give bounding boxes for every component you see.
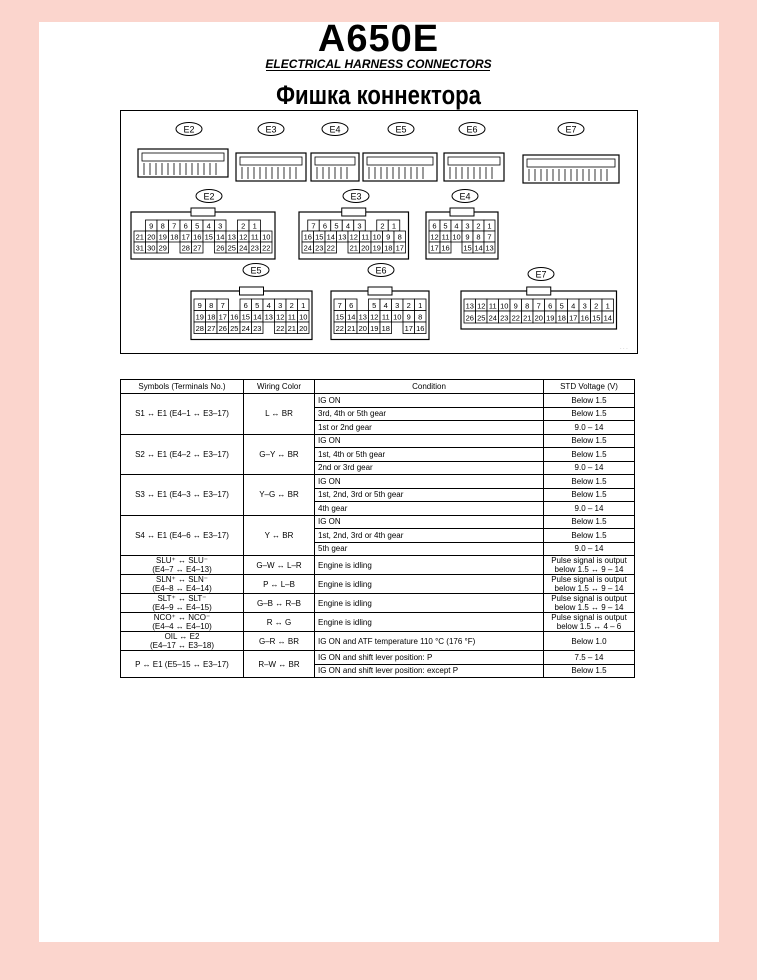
voltage-cell: Below 1.5 xyxy=(544,475,635,489)
condition-cell: IG ON and ATF temperature 110 °C (176 °F) xyxy=(315,632,544,651)
pin-number: 25 xyxy=(230,324,239,333)
pin-number: 18 xyxy=(207,312,216,322)
pin-number: 3 xyxy=(218,221,223,231)
diagram-corner-mark: · · · xyxy=(620,346,628,352)
connector-label: E4 xyxy=(459,191,471,202)
connector-label: E6 xyxy=(375,265,387,276)
pin-number: 1 xyxy=(487,221,492,231)
voltage-cell: Below 1.5 xyxy=(544,448,635,462)
pin-number: 2 xyxy=(476,221,481,231)
connector-diagram-svg xyxy=(121,111,639,355)
pin-number: 6 xyxy=(183,221,188,231)
pin-number: 11 xyxy=(361,232,370,242)
pin-number: 14 xyxy=(326,232,335,242)
pin-number: 20 xyxy=(299,324,308,333)
pin-number: 19 xyxy=(158,232,167,242)
voltage-cell: Below 1.5 xyxy=(544,434,635,448)
pin-number: 24 xyxy=(303,243,312,253)
condition-cell: IG ON xyxy=(315,434,544,448)
russian-heading: Фишка коннектора xyxy=(276,80,481,110)
symbol-cell: P ↔ E1 (E5–15 ↔ E3–17) xyxy=(121,651,244,678)
table-row xyxy=(121,613,635,632)
pin-number: 3 xyxy=(582,301,587,311)
pin-number: 14 xyxy=(216,232,225,242)
table-row xyxy=(121,575,635,594)
pin-number: 5 xyxy=(372,301,377,310)
pin-number: 1 xyxy=(301,301,306,310)
voltage-cell: Pulse signal is output below 1.5 ↔ 9 – 14 xyxy=(544,594,635,613)
voltage-cell: 9.0 – 14 xyxy=(544,542,635,556)
condition-cell: IG ON and shift lever position: except P xyxy=(315,664,544,678)
condition-cell: Engine is idling xyxy=(315,575,544,594)
pin-number: 16 xyxy=(441,243,450,253)
pin-number: 28 xyxy=(195,324,204,333)
pin-number: 1 xyxy=(605,301,610,311)
symbol-cell: S4 ↔ E1 (E4–6 ↔ E3–17) xyxy=(121,515,244,556)
pin-number: 4 xyxy=(383,301,388,310)
condition-cell: 1st, 2nd, 3rd or 4th gear xyxy=(315,529,544,543)
voltage-cell: Below 1.5 xyxy=(544,407,635,421)
pin-number: 6 xyxy=(432,221,437,231)
wiring-cell: G–B ↔ R–B xyxy=(244,594,315,613)
pin-number: 5 xyxy=(443,221,448,231)
pin-number: 12 xyxy=(370,312,379,322)
wiring-cell: P ↔ L–B xyxy=(244,575,315,594)
wiring-cell: R–W ↔ BR xyxy=(244,651,315,678)
pin-number: 11 xyxy=(441,232,450,242)
voltage-cell: 7.5 – 14 xyxy=(544,651,635,665)
symbol-cell: SLT⁺ ↔ SLT⁻ (E4–9 ↔ E4–15) xyxy=(121,594,244,613)
connector-label: E2 xyxy=(203,191,215,202)
pin-number: 10 xyxy=(372,232,381,242)
pin-number: 7 xyxy=(220,301,225,310)
pin-number: 4 xyxy=(206,221,211,231)
voltage-cell: 9.0 – 14 xyxy=(544,421,635,435)
pin-number: 23 xyxy=(500,313,509,323)
pin-number: 28 xyxy=(181,243,190,253)
page-subtitle: ELECTRICAL HARNESS CONNECTORS xyxy=(265,57,492,71)
connector-label: E7 xyxy=(535,269,547,280)
pin-number: 6 xyxy=(243,301,248,310)
pin-number: 31 xyxy=(135,243,144,253)
connector-latch xyxy=(240,287,264,295)
connector-latch xyxy=(342,208,366,216)
pin-number: 6 xyxy=(548,301,553,311)
symbol-cell: OIL ↔ E2 (E4–17 ↔ E3–18) xyxy=(121,632,244,651)
voltage-cell: Below 1.5 xyxy=(544,488,635,502)
pin-number: 21 xyxy=(347,324,356,333)
pin-number: 13 xyxy=(338,232,347,242)
pin-number: 22 xyxy=(262,243,271,253)
condition-cell: 3rd, 4th or 5th gear xyxy=(315,407,544,421)
pin-number: 15 xyxy=(204,232,213,242)
pin-number: 11 xyxy=(381,312,390,322)
pin-number: 15 xyxy=(315,232,324,242)
voltage-cell: Below 1.5 xyxy=(544,394,635,408)
wiring-cell: L ↔ BR xyxy=(244,394,315,435)
pin-number: 2 xyxy=(380,221,385,231)
pin-number: 24 xyxy=(239,243,248,253)
pin-number: 18 xyxy=(384,243,393,253)
pin-number: 4 xyxy=(345,221,351,231)
pin-number: 23 xyxy=(315,243,324,253)
connector-label: E5 xyxy=(250,265,262,276)
connector-label: E3 xyxy=(265,124,277,135)
voltage-table xyxy=(120,379,635,678)
wiring-cell: Y ↔ BR xyxy=(244,515,315,556)
condition-cell: 2nd or 3rd gear xyxy=(315,461,544,475)
pin-number: 8 xyxy=(476,232,481,242)
pin-number: 23 xyxy=(250,243,259,253)
symbol-cell: NCO⁺ ↔ NCO⁻ (E4–4 ↔ E4–10) xyxy=(121,613,244,632)
pin-number: 21 xyxy=(287,324,296,333)
pin-number: 9 xyxy=(465,232,470,242)
pin-number: 16 xyxy=(416,324,425,333)
pin-number: 14 xyxy=(253,312,262,322)
header-voltage: STD Voltage (V) xyxy=(544,380,635,394)
pin-number: 10 xyxy=(393,312,402,322)
table-row xyxy=(121,394,635,408)
symbol-cell: S1 ↔ E1 (E4–1 ↔ E3–17) xyxy=(121,394,244,435)
pin-number: 11 xyxy=(488,301,497,311)
pin-number: 13 xyxy=(264,312,273,322)
pin-number: 18 xyxy=(557,313,566,323)
pin-number: 17 xyxy=(395,243,404,253)
pin-number: 2 xyxy=(594,301,599,311)
pin-number: 2 xyxy=(406,301,411,310)
pin-number: 19 xyxy=(370,324,379,333)
condition-cell: 1st or 2nd gear xyxy=(315,421,544,435)
connector-label: E3 xyxy=(350,191,362,202)
pin-number: 22 xyxy=(511,313,520,323)
pin-number: 6 xyxy=(322,221,328,231)
pin-number: 7 xyxy=(172,221,177,231)
voltage-cell: Below 1.5 xyxy=(544,515,635,529)
pin-number: 20 xyxy=(361,243,370,253)
table-row xyxy=(121,632,635,651)
table-row xyxy=(121,651,635,665)
connector-latch xyxy=(368,287,392,295)
connector-label: E6 xyxy=(466,124,478,135)
header-symbols: Symbols (Terminals No.) xyxy=(121,380,244,394)
pin-number: 16 xyxy=(193,232,202,242)
connector-label: E4 xyxy=(329,124,341,135)
wiring-cell: G–W ↔ L–R xyxy=(244,556,315,575)
voltage-cell: Pulse signal is output below 1.5 ↔ 9 – 14 xyxy=(544,575,635,594)
pin-number: 7 xyxy=(311,221,316,231)
connector-latch xyxy=(450,208,474,216)
pin-number: 21 xyxy=(135,232,144,242)
pin-number: 18 xyxy=(381,324,390,333)
pin-number: 3 xyxy=(278,301,283,310)
symbol-cell: SLU⁺ ↔ SLU⁻ (E4–7 ↔ E4–13) xyxy=(121,556,244,575)
pin-number: 4 xyxy=(266,301,271,310)
pin-number: 29 xyxy=(158,243,167,253)
wiring-cell: G–Y ↔ BR xyxy=(244,434,315,475)
pin-number: 20 xyxy=(534,313,543,323)
pin-number: 2 xyxy=(241,221,246,231)
wiring-cell: R ↔ G xyxy=(244,613,315,632)
voltage-cell: Below 1.0 xyxy=(544,632,635,651)
pin-number: 18 xyxy=(170,232,179,242)
pin-number: 3 xyxy=(357,221,362,231)
condition-cell: IG ON xyxy=(315,475,544,489)
pin-number: 9 xyxy=(513,301,518,311)
pin-number: 11 xyxy=(250,232,259,242)
pin-number: 8 xyxy=(160,221,165,231)
condition-cell: 5th gear xyxy=(315,542,544,556)
table-row xyxy=(121,515,635,529)
pin-number: 30 xyxy=(147,243,156,253)
symbol-cell: S2 ↔ E1 (E4–2 ↔ E3–17) xyxy=(121,434,244,475)
pin-number: 26 xyxy=(216,243,225,253)
pin-number: 13 xyxy=(485,243,494,253)
page-title: A650E xyxy=(317,18,440,60)
condition-cell: IG ON xyxy=(315,515,544,529)
pin-number: 12 xyxy=(349,232,358,242)
condition-cell: Engine is idling xyxy=(315,613,544,632)
pin-number: 23 xyxy=(253,324,262,333)
condition-cell: IG ON and shift lever position: P xyxy=(315,651,544,665)
pin-number: 12 xyxy=(477,301,486,311)
pin-number: 7 xyxy=(337,301,342,310)
voltage-cell: Below 1.5 xyxy=(544,529,635,543)
pin-number: 14 xyxy=(347,312,356,322)
pin-number: 15 xyxy=(335,312,344,322)
pin-number: 19 xyxy=(546,313,555,323)
pin-number: 12 xyxy=(239,232,248,242)
connector-label: E5 xyxy=(395,124,407,135)
pin-number: 26 xyxy=(218,324,227,333)
wiring-cell: G–R ↔ BR xyxy=(244,632,315,651)
pin-number: 19 xyxy=(372,243,381,253)
connector-latch xyxy=(191,208,215,216)
pin-number: 21 xyxy=(349,243,358,253)
pin-number: 13 xyxy=(465,301,474,311)
pin-number: 15 xyxy=(241,312,250,322)
pin-number: 17 xyxy=(430,243,439,253)
condition-cell: Engine is idling xyxy=(315,594,544,613)
pin-number: 9 xyxy=(386,232,391,242)
connector-label: E7 xyxy=(565,124,577,135)
connector-diagram xyxy=(120,110,638,354)
pin-number: 1 xyxy=(418,301,423,310)
pin-number: 9 xyxy=(406,312,411,322)
pin-number: 25 xyxy=(477,313,486,323)
pin-number: 17 xyxy=(569,313,578,323)
pin-number: 19 xyxy=(195,312,204,322)
condition-cell: 1st, 2nd, 3rd or 5th gear xyxy=(315,488,544,502)
pin-number: 17 xyxy=(181,232,190,242)
pin-number: 14 xyxy=(603,313,612,323)
symbol-cell: S3 ↔ E1 (E4–3 ↔ E3–17) xyxy=(121,475,244,516)
voltage-cell: Below 1.5 xyxy=(544,664,635,678)
pin-number: 9 xyxy=(149,221,154,231)
pin-number: 8 xyxy=(418,312,423,322)
table-body xyxy=(121,394,635,678)
connector-latch xyxy=(527,287,551,295)
pin-number: 16 xyxy=(230,312,239,322)
pin-number: 17 xyxy=(404,324,413,333)
pin-number: 4 xyxy=(454,221,459,231)
pin-number: 5 xyxy=(255,301,260,310)
pin-number: 21 xyxy=(523,313,532,323)
voltage-cell: Pulse signal is output below 1.5 ↔ 4 – 6 xyxy=(544,613,635,632)
pin-number: 5 xyxy=(195,221,200,231)
pin-number: 16 xyxy=(303,232,312,242)
pin-number: 26 xyxy=(465,313,474,323)
pin-number: 15 xyxy=(463,243,472,253)
pin-number: 24 xyxy=(488,313,497,323)
pin-number: 12 xyxy=(430,232,439,242)
pin-number: 22 xyxy=(335,324,344,333)
pin-number: 25 xyxy=(227,243,236,253)
pin-number: 3 xyxy=(395,301,400,310)
symbol-cell: SLN⁺ ↔ SLN⁻ (E4–8 ↔ E4–14) xyxy=(121,575,244,594)
condition-cell: 4th gear xyxy=(315,502,544,516)
pin-number: 22 xyxy=(326,243,335,253)
pin-number: 14 xyxy=(474,243,483,253)
pin-number: 1 xyxy=(252,221,257,231)
pin-number: 24 xyxy=(241,324,250,333)
pin-number: 10 xyxy=(452,232,461,242)
connector-label: E2 xyxy=(183,124,195,135)
pin-number: 13 xyxy=(358,312,367,322)
pin-number: 2 xyxy=(289,301,294,310)
pin-number: 8 xyxy=(209,301,214,310)
header-condition: Condition xyxy=(315,380,544,394)
pin-number: 8 xyxy=(525,301,530,311)
pin-number: 27 xyxy=(207,324,216,333)
condition-cell: IG ON xyxy=(315,394,544,408)
pin-number: 7 xyxy=(536,301,541,311)
header-wiring: Wiring Color xyxy=(244,380,315,394)
pin-number: 1 xyxy=(391,221,397,231)
pin-number: 3 xyxy=(465,221,470,231)
table-header-row xyxy=(121,380,635,394)
table-row xyxy=(121,434,635,448)
pin-number: 13 xyxy=(227,232,236,242)
voltage-cell: 9.0 – 14 xyxy=(544,502,635,516)
pin-number: 22 xyxy=(276,324,285,333)
condition-cell: Engine is idling xyxy=(315,556,544,575)
pin-number: 10 xyxy=(262,232,271,242)
pin-number: 12 xyxy=(276,312,285,322)
condition-cell: 1st, 4th or 5th gear xyxy=(315,448,544,462)
pin-number: 10 xyxy=(299,312,308,322)
pin-number: 27 xyxy=(193,243,202,253)
pin-number: 6 xyxy=(349,301,354,310)
pin-number: 15 xyxy=(592,313,601,323)
pin-number: 20 xyxy=(358,324,367,333)
table-row xyxy=(121,475,635,489)
wiring-cell: Y–G ↔ BR xyxy=(244,475,315,516)
pin-number: 17 xyxy=(218,312,227,322)
pin-number: 7 xyxy=(487,232,492,242)
subtitle-underline xyxy=(266,70,490,71)
voltage-cell: Pulse signal is output below 1.5 ↔ 9 – 14 xyxy=(544,556,635,575)
table-row xyxy=(121,556,635,575)
pin-number: 5 xyxy=(334,221,339,231)
pin-number: 10 xyxy=(500,301,509,311)
pin-number: 16 xyxy=(580,313,589,323)
pin-number: 20 xyxy=(147,232,156,242)
pin-number: 11 xyxy=(287,312,296,322)
pin-number: 8 xyxy=(397,232,402,242)
pin-number: 9 xyxy=(197,301,202,310)
table-row xyxy=(121,594,635,613)
pin-number: 4 xyxy=(571,301,576,311)
voltage-cell: 9.0 – 14 xyxy=(544,461,635,475)
pin-number: 5 xyxy=(559,301,564,311)
